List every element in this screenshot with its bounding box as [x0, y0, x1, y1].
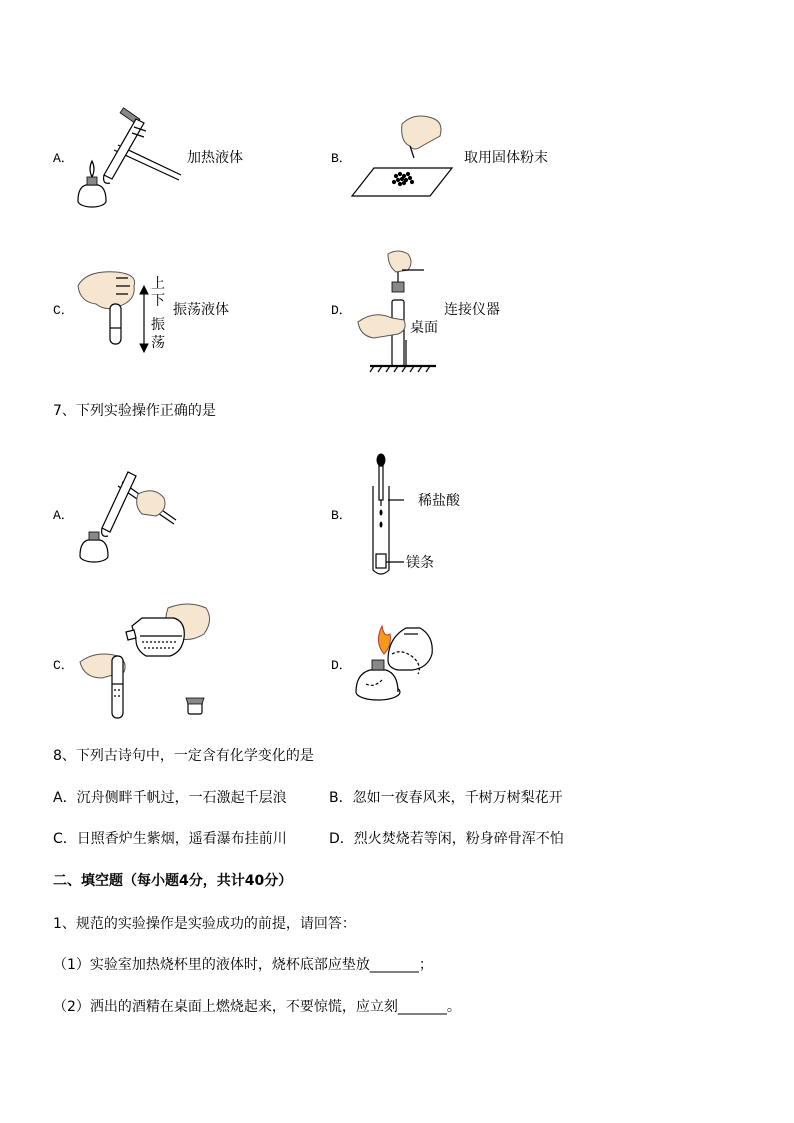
heating-with-hand-illustration: [76, 464, 182, 572]
dropper-test-tube-illustration: [364, 450, 410, 576]
q8-option-c: C．日照香炉生紫烟，遥看瀑布挂前川: [53, 831, 287, 847]
up-down-arrow-icon: [139, 286, 149, 352]
q7-option-a-letter: A．: [53, 508, 74, 523]
q6-option-d-letter: D．: [331, 303, 352, 318]
section-heading: 二、填空题（每小题4分，共计40分）: [53, 873, 293, 889]
lighting-lamp-illustration: [352, 614, 438, 704]
q7-option-b-letter: B．: [331, 508, 352, 523]
q8-option-d: D．烈火焚烧若等闲，粉身碎骨浑不怕: [329, 831, 564, 847]
fill-question-1-part-1: （1）实验室加热烧杯里的液体时，烧杯底部应垫放_______；: [53, 957, 433, 973]
q7-stem: 7、下列实验操作正确的是: [53, 403, 216, 419]
q6-option-a-letter: A．: [53, 151, 74, 166]
powder-taking-illustration: [352, 112, 462, 198]
q6-option-c-label: 振荡液体: [173, 302, 229, 318]
connecting-apparatus-illustration: [352, 248, 438, 372]
q8-option-a: A．沉舟侧畔千帆过，一石激起千层浪: [53, 790, 287, 806]
q7-option-c-letter: C．: [53, 658, 74, 673]
q7-option-b-acid-label: 稀盐酸: [418, 493, 460, 509]
fill-question-1-part-2: （2）洒出的酒精在桌面上燃烧起来，不要惊慌，应立刻_______。: [53, 999, 461, 1015]
q8-stem: 8、下列古诗句中，一定含有化学变化的是: [53, 748, 314, 764]
q6-option-b-letter: B．: [331, 151, 352, 166]
q6-option-d-label: 连接仪器: [444, 302, 500, 318]
q6-option-a-label: 加热液体: [187, 150, 243, 166]
q6-option-b-label: 取用固体粉末: [464, 150, 548, 166]
shaking-liquid-illustration: [76, 266, 148, 352]
pouring-liquid-illustration: [78, 600, 214, 720]
q6-option-d-desk-label: 桌面: [410, 320, 438, 336]
heating-liquid-illustration: [74, 105, 184, 217]
fill-question-1-stem: 1、规范的实验操作是实验成功的前提，请回答：: [53, 916, 356, 932]
q7-option-b-mg-label: 镁条: [406, 555, 434, 571]
q6-option-c-side3: 振: [151, 317, 165, 333]
q7-option-d-letter: D．: [331, 658, 352, 673]
q6-option-c-side4: 荡: [151, 335, 165, 351]
q6-option-c-side1: 上: [151, 276, 165, 292]
q8-option-b: B．忽如一夜春风来，千树万树梨花开: [329, 790, 563, 806]
q6-option-c-letter: C．: [53, 303, 74, 318]
q6-option-c-side2: 下: [151, 293, 165, 309]
